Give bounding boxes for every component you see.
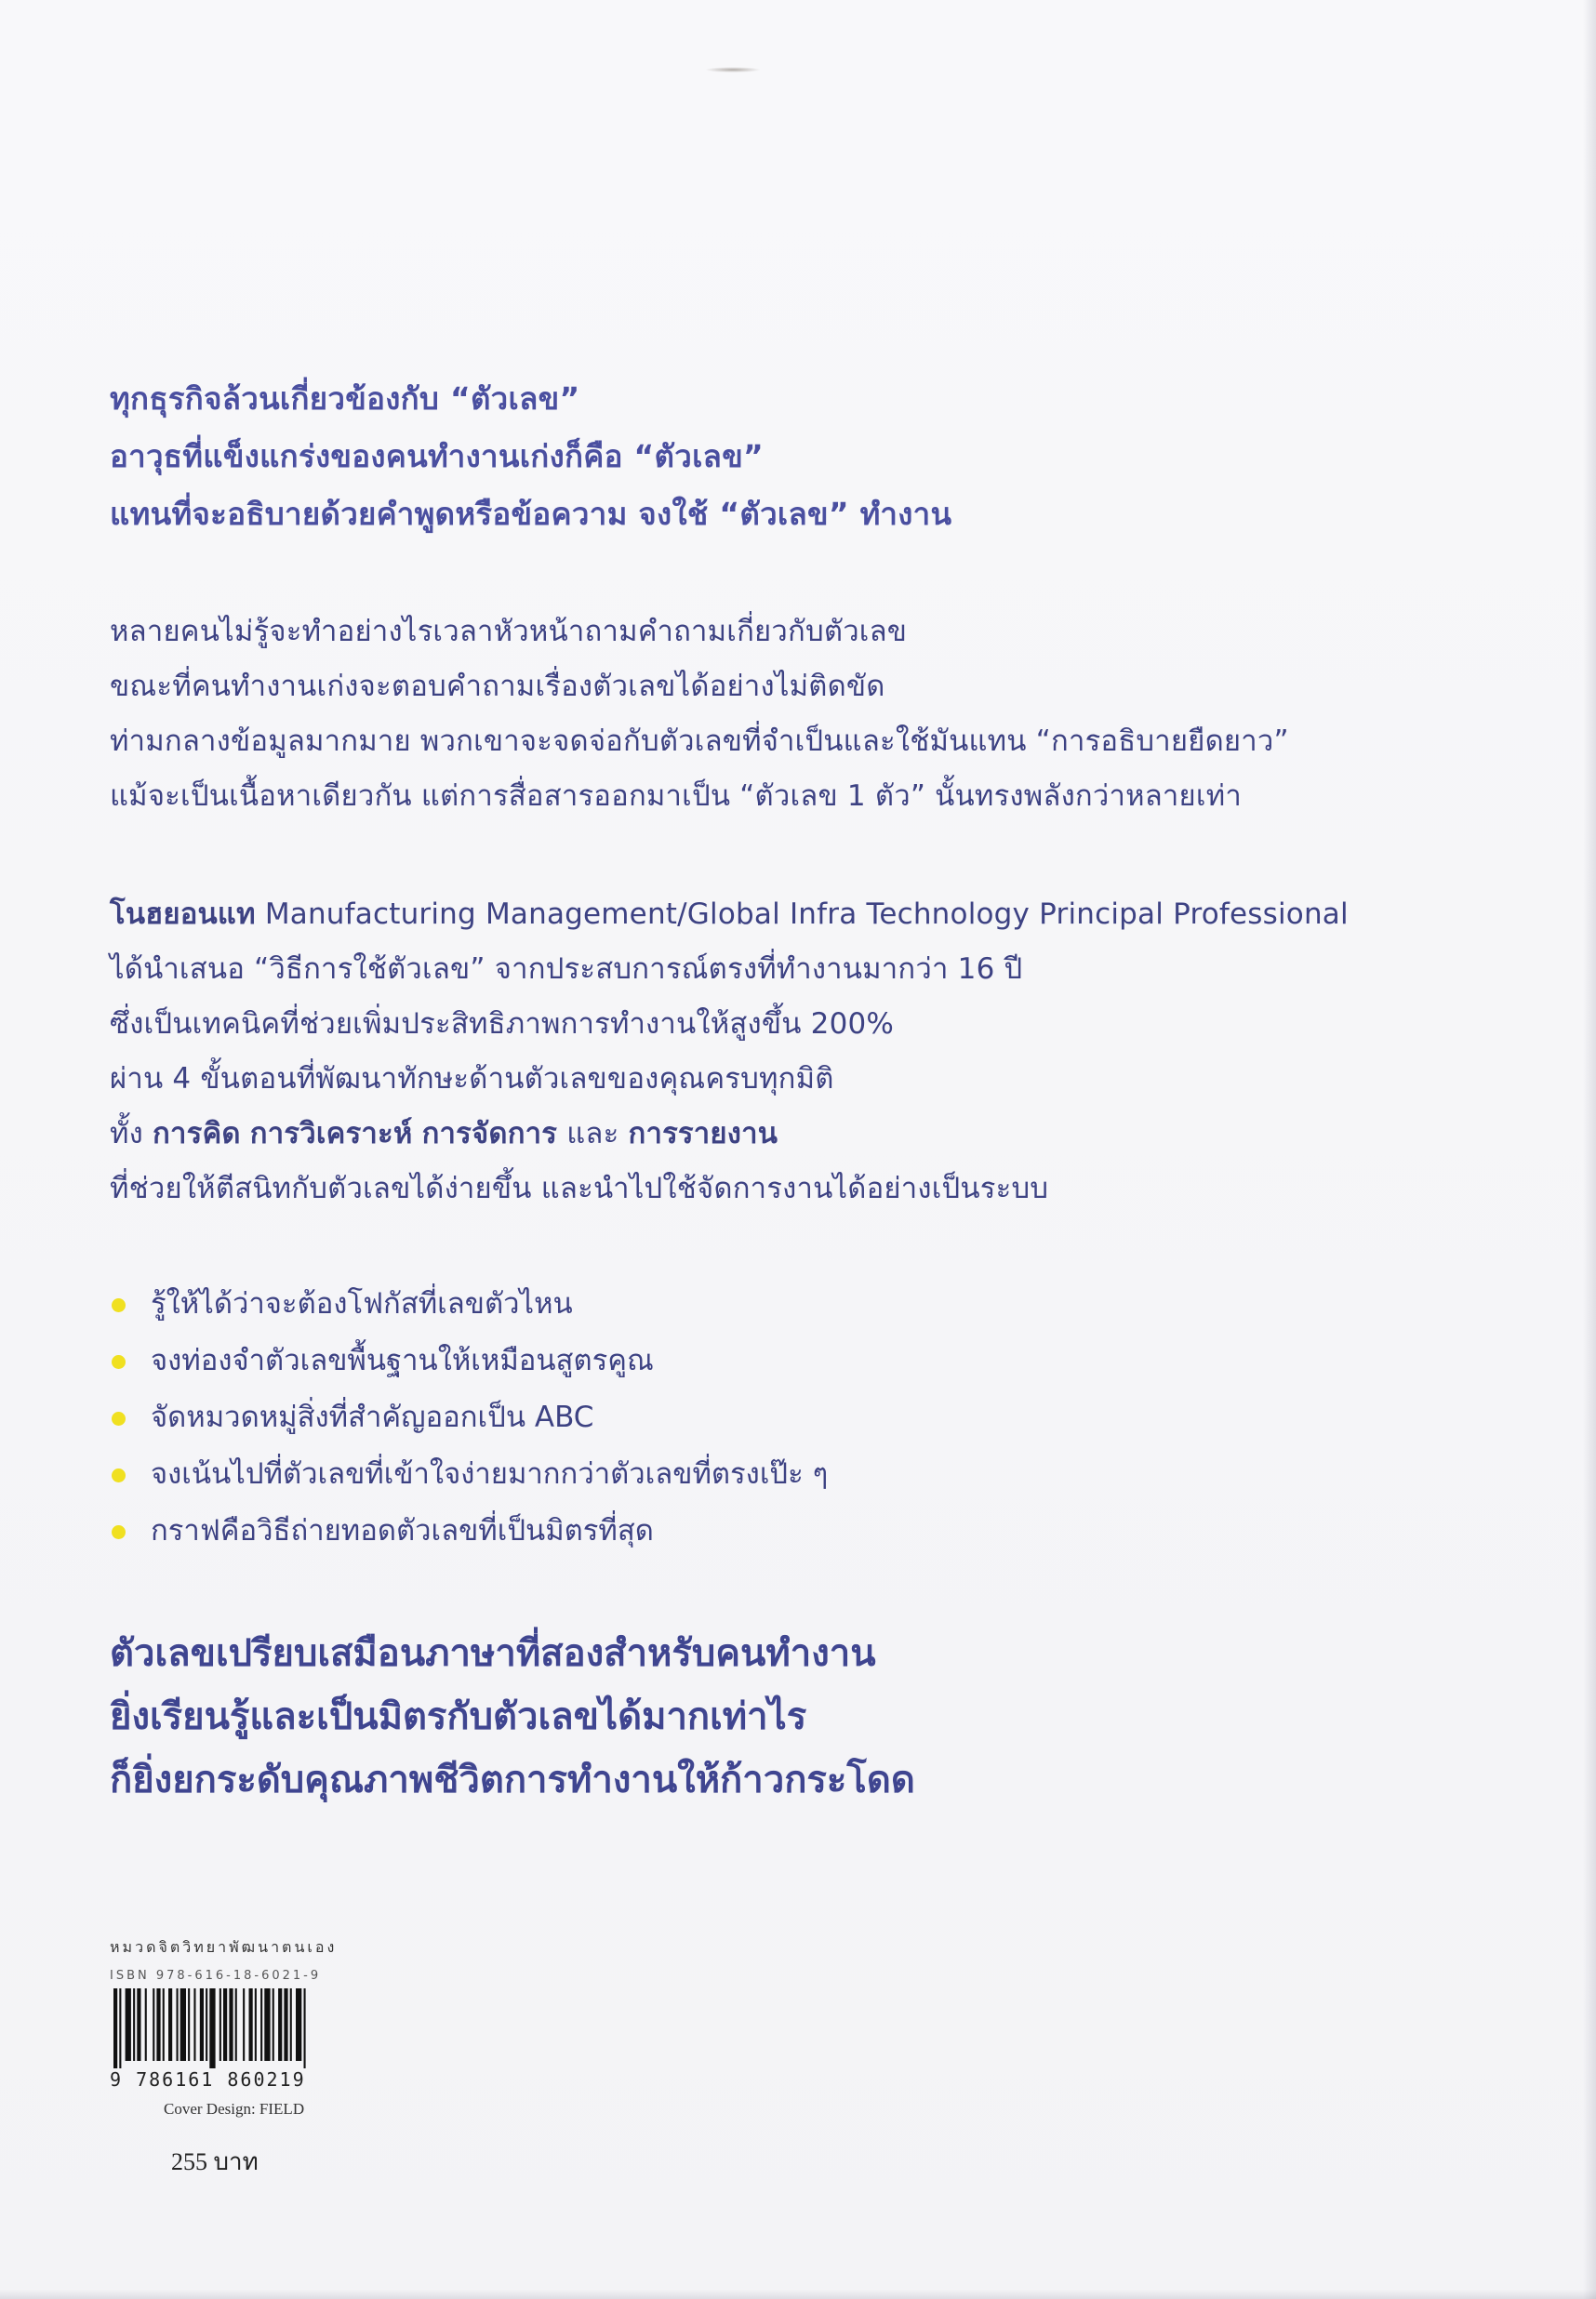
headline-line-1: ทุกธุรกิจล้วนเกี่ยวข้องกับ “ตัวเลข” xyxy=(110,380,580,417)
barcode-bar xyxy=(163,1988,165,2061)
bullet-dot-icon xyxy=(112,1298,126,1312)
barcode-bar xyxy=(304,1988,306,2068)
barcode-bar xyxy=(153,1988,154,2061)
headline-line-3: แทนที่จะอธิบายด้วยคำพูดหรือข้อความ จงใช้ “ตัวเลข” ทำงาน xyxy=(110,496,952,532)
page-edge-shadow-right xyxy=(1583,0,1596,2299)
intro-line-1: หลายคนไม่รู้จะทำอย่างไรเวลาหัวหน้าถามคำถามเกี่ยวกับตัวเลข xyxy=(110,615,908,648)
page-edge-shadow-bottom xyxy=(0,2290,1596,2299)
bullet-text: จงท่องจำตัวเลขพื้นฐานให้เหมือนสูตรคูณ xyxy=(151,1344,654,1377)
bullet-dot-icon xyxy=(112,1525,126,1539)
barcode-bar xyxy=(264,1988,270,2061)
barcode-bar xyxy=(219,1988,221,2061)
closing-block xyxy=(110,1622,1468,1812)
bullet-text: รู้ให้ได้ว่าจะต้องโฟกัสที่เลขตัวไหน xyxy=(151,1287,573,1321)
barcode-bar xyxy=(296,1988,301,2061)
author-line xyxy=(110,887,1468,942)
intro-line-3: ท่ามกลางข้อมูลมากมาย พวกเขาจะจดจ่อกับตัวเลขที่จำเป็นและใช้มันแทน “การอธิบายยืดยาว” xyxy=(110,724,1289,758)
barcode-bar xyxy=(209,1988,215,2068)
publication-info xyxy=(110,1936,389,2181)
barcode-bar xyxy=(193,1988,195,2061)
list-item xyxy=(110,1333,1468,1389)
barcode-bar xyxy=(255,1988,257,2061)
author-title: Manufacturing Management/Global Infra Technology Principal Professional xyxy=(255,897,1349,931)
barcode-bar xyxy=(113,1988,117,2068)
author-para-line-1: ได้นำเสนอ “วิธีการใช้ตัวเลข” จากประสบการณ์ตรงที่ทำงานมากว่า 16 ปี xyxy=(110,952,1023,986)
bullet-text: จงเน้นไปที่ตัวเลขที่เข้าใจง่ายมากกว่าตัวเลขที่ตรงเป๊ะ ๆ xyxy=(151,1457,829,1491)
headline-block xyxy=(110,370,1468,543)
barcode-bar xyxy=(260,1988,262,2061)
bullet-dot-icon xyxy=(112,1468,126,1482)
skill-thinking: การคิด xyxy=(153,1117,241,1150)
author-paragraph xyxy=(110,887,1468,1216)
skill-analysis: การวิเคราะห์ xyxy=(249,1117,413,1150)
bullet-dot-icon xyxy=(112,1355,126,1369)
author-para-line-2: ซึ่งเป็นเทคนิคที่ช่วยเพิ่มประสิทธิภาพการทำงานให้สูงขึ้น 200% xyxy=(110,1007,895,1041)
list-item xyxy=(110,1446,1468,1503)
category-label: หมวดจิตวิทยาพัฒนาตนเอง xyxy=(110,1938,338,1956)
skills-prefix: ทั้ง xyxy=(110,1117,153,1150)
author-para-last-line: ที่ช่วยให้ตีสนิทกับตัวเลขได้ง่ายขึ้น และนำไปใช้จัดการงานได้อย่างเป็นระบบ xyxy=(110,1172,1049,1205)
barcode-bar xyxy=(290,1988,292,2061)
bullet-dot-icon xyxy=(112,1412,126,1426)
skill-management: การจัดการ xyxy=(421,1117,558,1150)
barcode-bar xyxy=(119,1988,121,2068)
barcode-bar xyxy=(206,1988,207,2061)
barcode-bar xyxy=(200,1988,204,2061)
intro-line-4: แม้จะเป็นเนื้อหาเดียวกัน แต่การสื่อสารออกมาเป็น “ตัวเลข 1 ตัว” นั้นทรงพลังกว่าหลายเท่า xyxy=(110,779,1242,813)
skills-and: และ xyxy=(566,1117,619,1150)
headline-line-2: อาวุธที่แข็งแกร่งของคนทำงานเก่งก็คือ “ตัวเลข” xyxy=(110,438,765,474)
cover-design-credit: Cover Design: FIELD xyxy=(164,2100,305,2118)
author-name: โนฮยอนแท xyxy=(110,897,256,931)
list-item xyxy=(110,1389,1468,1446)
barcode-bar xyxy=(156,1988,160,2061)
barcode-bar xyxy=(133,1988,135,2061)
barcode-bar xyxy=(126,1988,131,2061)
price-label: 255 บาท xyxy=(171,2148,259,2175)
list-item xyxy=(110,1276,1468,1333)
barcode-bar xyxy=(273,1988,274,2061)
author-para-line-3: ผ่าน 4 ขั้นตอนที่พัฒนาทักษะด้านตัวเลขของคุณครบทุกมิติ xyxy=(110,1062,834,1096)
barcode-bar xyxy=(145,1988,147,2061)
bullet-text: จัดหมวดหมู่สิ่งที่สำคัญออกเป็น ABC xyxy=(151,1401,594,1434)
barcode-bar xyxy=(180,1988,186,2061)
intro-line-2: ขณะที่คนทำงานเก่งจะตอบคำถามเรื่องตัวเลขได้อย่างไม่ติดขัด xyxy=(110,670,885,703)
list-item xyxy=(110,1503,1468,1560)
skills-line xyxy=(110,1107,1468,1162)
barcode-bar xyxy=(177,1988,179,2061)
closing-line-1: ตัวเลขเปรียบเสมือนภาษาที่สองสำหรับคนทำงาน xyxy=(110,1632,876,1675)
barcode-bar xyxy=(229,1988,233,2061)
barcode-bars xyxy=(110,1988,372,2068)
barcode-bar xyxy=(243,1988,245,2061)
barcode xyxy=(110,1988,372,2091)
closing-line-2: ยิ่งเรียนรู้และเป็นมิตรกับตัวเลขได้มากเท่าไร xyxy=(110,1695,807,1738)
bullet-list xyxy=(110,1276,1468,1560)
skill-reporting: การรายงาน xyxy=(628,1117,778,1150)
barcode-bar xyxy=(235,1988,237,2061)
barcode-bar xyxy=(188,1988,190,2061)
isbn-text: ISBN 978-616-18-6021-9 xyxy=(110,1969,322,1983)
barcode-bar xyxy=(168,1988,172,2061)
paper-speck xyxy=(705,67,761,73)
barcode-bar xyxy=(278,1988,282,2061)
bullet-text: กราฟคือวิธีถ่ายทอดตัวเลขที่เป็นมิตรที่สุด xyxy=(151,1514,654,1548)
intro-paragraph xyxy=(110,605,1468,824)
closing-line-3: ก็ยิ่งยกระดับคุณภาพชีวิตการทำงานให้ก้าวกระโดด xyxy=(110,1759,915,1801)
barcode-bar xyxy=(249,1988,253,2061)
barcode-bar xyxy=(137,1988,140,2061)
barcode-bar xyxy=(284,1988,287,2061)
barcode-bar xyxy=(223,1988,227,2061)
barcode-digits: 9 786161 860219 xyxy=(110,2068,306,2091)
